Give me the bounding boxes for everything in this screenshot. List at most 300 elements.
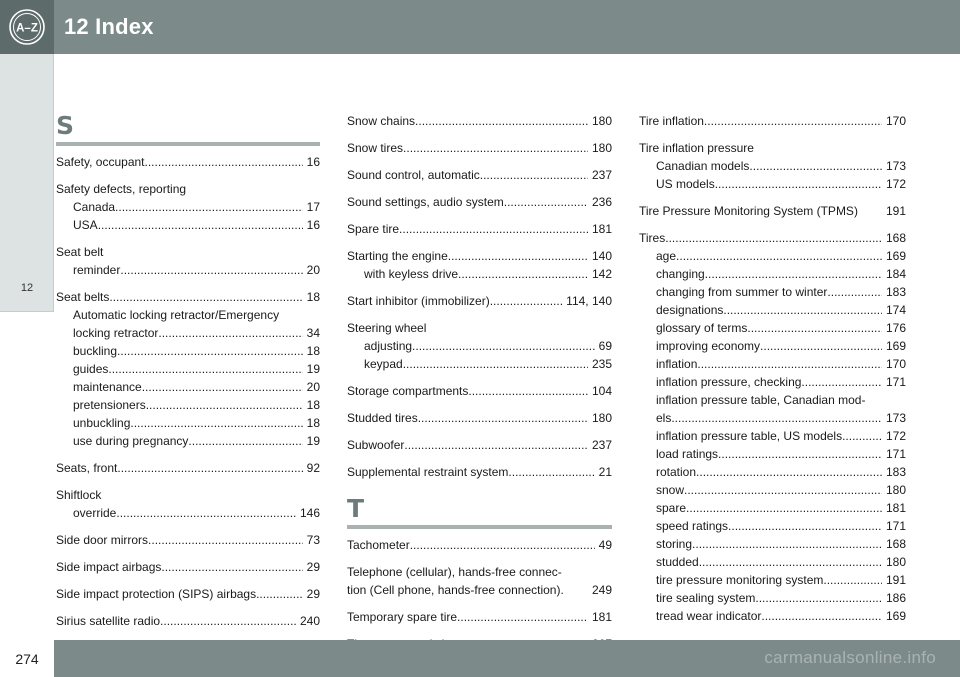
entry-page: 173 <box>885 159 906 173</box>
entry-page: 176 <box>885 321 906 335</box>
entry-page: 168 <box>885 231 906 245</box>
entry-page: 172 <box>885 429 906 443</box>
letter-heading-rule <box>56 142 320 146</box>
dot-leader <box>842 427 882 445</box>
entry-page: 104 <box>591 384 612 398</box>
index-subentry <box>639 157 906 175</box>
dot-leader <box>399 220 588 238</box>
entry-text: keypad <box>364 357 403 371</box>
entry-page: 18 <box>306 416 320 430</box>
index-subentry <box>347 355 612 373</box>
index-group <box>56 153 320 171</box>
index-group <box>347 112 612 130</box>
index-subentry <box>347 265 612 283</box>
index-group <box>347 436 612 454</box>
dot-leader <box>117 342 303 360</box>
index-entry <box>347 193 612 211</box>
index-subentry <box>639 553 906 571</box>
index-group <box>347 139 612 157</box>
page-title: 12 Index <box>64 14 154 39</box>
entry-text: improving economy <box>656 339 761 353</box>
index-entry <box>347 292 612 310</box>
chapter-tab <box>0 54 54 312</box>
entry-page: 240 <box>299 614 320 628</box>
entry-text: Safety, occupant <box>56 155 145 169</box>
index-subentry <box>639 535 906 553</box>
index-subentry <box>56 324 320 342</box>
entry-page: 20 <box>306 380 320 394</box>
index-group <box>56 243 320 279</box>
entry-text: Start inhibitor (immobilizer) <box>347 294 490 308</box>
dot-leader <box>696 463 882 481</box>
index-subentry <box>639 607 906 625</box>
entry-page: 171 <box>885 375 906 389</box>
index-entry <box>347 563 612 581</box>
index-entry <box>347 112 612 130</box>
entry-text: maintenance <box>73 380 142 394</box>
index-group <box>56 486 320 522</box>
index-subentry <box>639 445 906 463</box>
letter-heading <box>56 112 320 144</box>
entry-page: 169 <box>885 609 906 623</box>
dot-leader <box>145 153 303 171</box>
entry-text: Studded tires <box>347 411 418 425</box>
header-icon-box <box>0 0 54 54</box>
index-entry <box>56 180 320 198</box>
entry-page: 168 <box>885 537 906 551</box>
entry-text: USA <box>73 218 98 232</box>
page-header <box>0 0 960 54</box>
dot-leader <box>404 436 588 454</box>
entry-page: 181 <box>591 610 612 624</box>
dot-leader <box>760 337 882 355</box>
entry-page: 20 <box>306 263 320 277</box>
entry-text: glossary of terms <box>656 321 748 335</box>
entry-page: 172 <box>885 177 906 191</box>
index-entry <box>56 459 320 477</box>
index-subentry <box>639 265 906 283</box>
entry-text: reminder <box>73 263 121 277</box>
entry-text: Spare tire <box>347 222 400 236</box>
entry-page: 73 <box>306 533 320 547</box>
dot-leader <box>480 166 588 184</box>
entry-text: inflation pressure table, Canadian mod- <box>656 393 866 407</box>
entry-text: Sirius satellite radio <box>56 614 161 628</box>
entry-text: tire sealing system <box>656 591 756 605</box>
entry-page: 169 <box>885 249 906 263</box>
dot-leader <box>116 504 296 522</box>
index-subentry <box>639 571 906 589</box>
entry-text: Side impact airbags <box>56 560 162 574</box>
index-entry <box>347 220 612 238</box>
letter-heading-text: S <box>56 111 75 140</box>
dot-leader <box>827 283 882 301</box>
entry-text: Tire Pressure Monitoring System (TPMS) <box>639 204 858 218</box>
dot-leader <box>403 139 588 157</box>
dot-leader <box>705 265 882 283</box>
entry-text: use during pregnancy <box>73 434 189 448</box>
entry-page: 184 <box>885 267 906 281</box>
entry-text: storing <box>656 537 693 551</box>
letter-heading-rule <box>347 525 612 529</box>
dot-leader <box>188 432 302 450</box>
index-group <box>639 112 906 130</box>
entry-text: tion (Cell phone, hands-free connection). <box>347 583 564 597</box>
entry-page: 174 <box>885 303 906 317</box>
index-group <box>347 247 612 283</box>
entry-text: changing <box>656 267 705 281</box>
entry-page: 171 <box>885 447 906 461</box>
page-number: 274 <box>15 651 39 667</box>
dot-leader <box>801 373 882 391</box>
index-entry <box>56 288 320 306</box>
index-entry <box>56 531 320 549</box>
dot-leader <box>468 382 588 400</box>
index-group <box>347 292 612 310</box>
dot-leader <box>504 193 588 211</box>
index-subentry <box>639 319 906 337</box>
index-subentry <box>56 414 320 432</box>
entry-text: designations <box>656 303 724 317</box>
index-subentry <box>639 409 906 427</box>
index-entry <box>347 166 612 184</box>
dot-leader <box>148 531 303 549</box>
index-column-3 <box>639 112 906 625</box>
entry-text: US models <box>656 177 715 191</box>
entry-text: Snow chains <box>347 114 416 128</box>
index-subentry <box>639 517 906 535</box>
entry-text: tire pressure monitoring system <box>656 573 824 587</box>
index-group <box>56 180 320 234</box>
index-subentry <box>639 283 906 301</box>
dot-leader <box>699 553 882 571</box>
entry-page: 183 <box>885 285 906 299</box>
entry-page: 237 <box>591 438 612 452</box>
entry-text: unbuckling <box>73 416 131 430</box>
entry-text: override <box>73 506 117 520</box>
entry-text: Seats, front <box>56 461 118 475</box>
entry-page: 146 <box>299 506 320 520</box>
index-subentry <box>639 301 906 319</box>
entry-text: snow <box>656 483 685 497</box>
index-subentry <box>56 216 320 234</box>
letter-heading-text: T <box>347 494 365 523</box>
entry-page: 17 <box>306 200 320 214</box>
index-group <box>56 288 320 450</box>
dot-leader <box>130 414 302 432</box>
entry-text: Side door mirrors <box>56 533 149 547</box>
entry-text: changing from summer to winter <box>656 285 828 299</box>
index-subentry <box>56 432 320 450</box>
index-entry <box>347 581 612 599</box>
index-group <box>347 166 612 184</box>
dot-leader <box>692 535 882 553</box>
dot-leader <box>160 612 296 630</box>
entry-page: 170 <box>885 114 906 128</box>
index-group <box>347 608 612 626</box>
index-group <box>347 319 612 373</box>
dot-leader <box>120 261 302 279</box>
index-entry <box>347 247 612 265</box>
dot-leader <box>684 481 882 499</box>
dot-leader <box>418 409 588 427</box>
dot-leader <box>109 288 302 306</box>
entry-text: Seat belts <box>56 290 110 304</box>
index-subentry <box>639 589 906 607</box>
entry-text: speed ratings <box>656 519 729 533</box>
index-subentry <box>639 373 906 391</box>
entry-page: 235 <box>591 357 612 371</box>
index-entry <box>56 153 320 171</box>
dot-leader <box>403 355 588 373</box>
entry-page: 19 <box>306 434 320 448</box>
index-group <box>347 409 612 427</box>
index-entry <box>347 319 612 337</box>
entry-page: 181 <box>591 222 612 236</box>
index-entry <box>56 243 320 261</box>
index-group <box>639 229 906 625</box>
index-group <box>56 612 320 630</box>
entry-page: 180 <box>591 114 612 128</box>
page-number-box <box>0 640 54 677</box>
dot-leader <box>728 517 882 535</box>
entry-text: Starting the engine <box>347 249 448 263</box>
entry-text: with keyless drive <box>364 267 459 281</box>
entry-page: 140 <box>591 249 612 263</box>
dot-leader <box>161 558 302 576</box>
entry-text: Side impact protection (SIPS) airbags <box>56 587 257 601</box>
index-entry <box>347 382 612 400</box>
index-subentry <box>56 198 320 216</box>
dot-leader <box>823 571 882 589</box>
a-z-index-icon <box>8 8 46 46</box>
index-entry <box>56 558 320 576</box>
entry-page: 18 <box>306 398 320 412</box>
entry-text: guides <box>73 362 109 376</box>
entry-page: 180 <box>591 141 612 155</box>
entry-page: 49 <box>598 538 612 552</box>
index-entry <box>639 139 906 157</box>
entry-page: 69 <box>598 339 612 353</box>
index-subentry <box>56 378 320 396</box>
entry-text: Telephone (cellular), hands-free connec- <box>347 565 562 579</box>
entry-text: Supplemental restraint system <box>347 465 509 479</box>
entry-text: pretensioners <box>73 398 146 412</box>
dot-leader <box>115 198 303 216</box>
entry-page: 183 <box>885 465 906 479</box>
dot-leader <box>146 396 303 414</box>
entry-text: buckling <box>73 344 118 358</box>
index-entry <box>56 486 320 504</box>
index-subentry <box>639 337 906 355</box>
dot-leader <box>749 157 882 175</box>
index-subentry <box>56 261 320 279</box>
entry-text: rotation <box>656 465 697 479</box>
dot-leader <box>715 175 882 193</box>
dot-leader <box>448 247 588 265</box>
entry-page: 170 <box>885 357 906 371</box>
entry-text: Shiftlock <box>56 488 102 502</box>
entry-text: age <box>656 249 677 263</box>
dot-leader <box>676 247 882 265</box>
entry-page: 19 <box>306 362 320 376</box>
index-entry <box>347 608 612 626</box>
index-column-1 <box>56 112 320 657</box>
index-subentry <box>639 355 906 373</box>
index-subentry <box>639 481 906 499</box>
entry-page: 169 <box>885 339 906 353</box>
dot-leader <box>142 378 303 396</box>
index-entry <box>56 612 320 630</box>
dot-leader <box>723 301 882 319</box>
entry-text: tread wear indicator <box>656 609 762 623</box>
dot-leader <box>415 112 588 130</box>
index-group <box>56 531 320 549</box>
entry-page: 173 <box>885 411 906 425</box>
entry-page: 16 <box>306 218 320 232</box>
entry-page: 236 <box>591 195 612 209</box>
index-subentry <box>56 360 320 378</box>
dot-leader <box>458 265 588 283</box>
entry-text: Safety defects, reporting <box>56 182 187 196</box>
dot-leader <box>508 463 594 481</box>
entry-page: 18 <box>306 290 320 304</box>
index-group <box>56 459 320 477</box>
index-entry <box>347 436 612 454</box>
index-group <box>347 536 612 554</box>
entry-page: 171 <box>885 519 906 533</box>
index-subentry <box>639 175 906 193</box>
index-entry <box>639 229 906 247</box>
dot-leader <box>718 445 882 463</box>
dot-leader <box>108 360 302 378</box>
entry-page: 249 <box>591 583 612 597</box>
index-subentry <box>639 427 906 445</box>
entry-page: 191 <box>885 573 906 587</box>
entry-page: 181 <box>885 501 906 515</box>
entry-text: studded <box>656 555 699 569</box>
dot-leader <box>457 608 588 626</box>
dot-leader <box>665 229 882 247</box>
entry-text: Snow tires <box>347 141 404 155</box>
entry-text: locking retractor <box>73 326 159 340</box>
dot-leader <box>117 459 302 477</box>
index-group <box>347 463 612 481</box>
entry-page: 21 <box>598 465 612 479</box>
index-subentry <box>639 499 906 517</box>
entry-text: Tire inflation <box>639 114 704 128</box>
entry-page: 180 <box>885 483 906 497</box>
index-group <box>639 202 906 220</box>
index-subentry <box>639 391 906 409</box>
index-group <box>56 585 320 603</box>
watermark: carmanualsonline.info <box>764 648 936 667</box>
entry-text: Canada <box>73 200 116 214</box>
entry-text: Automatic locking retractor/Emergency <box>73 308 280 322</box>
page-footer <box>0 640 960 677</box>
index-entry <box>639 202 906 220</box>
entry-page: 92 <box>306 461 320 475</box>
letter-heading <box>347 495 612 527</box>
index-group <box>347 563 612 599</box>
entry-page: 180 <box>885 555 906 569</box>
index-entry <box>347 409 612 427</box>
index-subentry <box>639 463 906 481</box>
entry-text: Sound settings, audio system <box>347 195 504 209</box>
entry-text: Canadian models <box>656 159 750 173</box>
entry-page: 180 <box>591 411 612 425</box>
dot-leader <box>755 589 882 607</box>
dot-leader <box>412 337 595 355</box>
dot-leader <box>747 319 882 337</box>
index-group <box>347 220 612 238</box>
entry-page: 142 <box>591 267 612 281</box>
index-group <box>56 558 320 576</box>
index-entry <box>56 585 320 603</box>
entry-page: 34 <box>306 326 320 340</box>
index-subentry <box>56 306 320 324</box>
entry-page: 237 <box>591 168 612 182</box>
dot-leader <box>671 409 882 427</box>
dot-leader <box>686 499 882 517</box>
dot-leader <box>410 536 595 554</box>
dot-leader <box>761 607 882 625</box>
index-group <box>347 193 612 211</box>
dot-leader <box>490 292 562 310</box>
entry-page: 29 <box>306 560 320 574</box>
entry-page: 191 <box>885 204 906 218</box>
index-subentry <box>56 504 320 522</box>
entry-text: Tires <box>639 231 666 245</box>
index-subentry <box>56 396 320 414</box>
index-subentry <box>639 247 906 265</box>
index-entry <box>347 536 612 554</box>
entry-page: 186 <box>885 591 906 605</box>
dot-leader <box>704 112 882 130</box>
entry-page: 114, 140 <box>566 294 612 308</box>
entry-text: Storage compartments <box>347 384 469 398</box>
index-group <box>639 139 906 193</box>
entry-text: Subwoofer <box>347 438 405 452</box>
entry-text: Tire inflation pressure <box>639 141 754 155</box>
entry-text: load ratings <box>656 447 719 461</box>
index-entry <box>347 463 612 481</box>
entry-text: inflation pressure table, US models <box>656 429 843 443</box>
index-subentry <box>56 342 320 360</box>
entry-text: Temporary spare tire <box>347 610 458 624</box>
entry-text: Tachometer <box>347 538 410 552</box>
chapter-tab-label: 12 <box>20 282 34 294</box>
entry-text: els <box>656 411 672 425</box>
entry-page: 18 <box>306 344 320 358</box>
dot-leader <box>697 355 882 373</box>
index-entry <box>347 139 612 157</box>
entry-text: adjusting <box>364 339 413 353</box>
svg-text:A–Z: A–Z <box>16 22 38 35</box>
index-column-2 <box>347 112 612 653</box>
entry-text: Steering wheel <box>347 321 427 335</box>
entry-text: inflation pressure, checking <box>656 375 802 389</box>
entry-page: 16 <box>306 155 320 169</box>
entry-text: inflation <box>656 357 698 371</box>
entry-page: 29 <box>306 587 320 601</box>
dot-leader <box>158 324 302 342</box>
dot-leader <box>256 585 303 603</box>
entry-text: Seat belt <box>56 245 104 259</box>
index-group <box>347 382 612 400</box>
dot-leader <box>98 216 303 234</box>
entry-text: Sound control, automatic <box>347 168 480 182</box>
